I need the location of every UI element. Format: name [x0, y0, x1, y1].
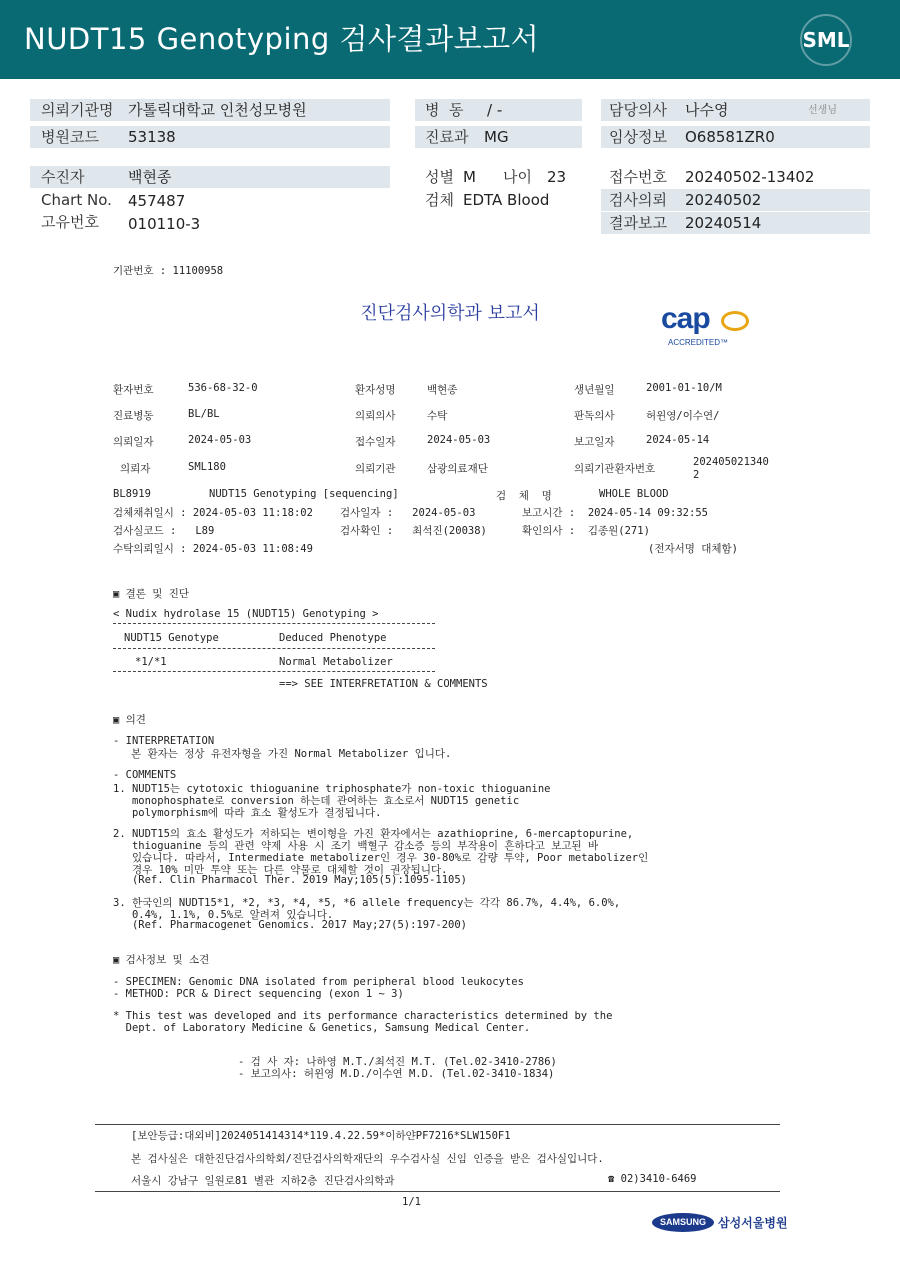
grid-label: 판독의사 [574, 410, 615, 422]
receipt-label: 접수번호 [609, 168, 667, 186]
confirm-doctor: 확인의사 : 김종원(271) [522, 525, 650, 537]
checkmark-icon [721, 311, 749, 331]
security-line: [보안등급:대외비]2024051414314*119.4.22.59*이하얀PF7216*SLW150F1 [131, 1130, 511, 1142]
doctor-suffix: 선생님 [808, 105, 837, 116]
patient-label: 수진자 [41, 168, 85, 186]
address-line: 서울시 강남구 일원로81 별관 지하2층 진단검사의학과 [131, 1175, 395, 1187]
grid-label: 보고일자 [574, 436, 615, 448]
section-opinion: ▣ 의견 [113, 714, 146, 726]
specimen-label: 검체 [425, 191, 454, 209]
report-header-bar [0, 0, 900, 79]
grid-label: 접수일자 [355, 436, 396, 448]
grid-value: 2024-05-03 [188, 434, 252, 446]
department-label: 진료과 [425, 128, 469, 146]
grid-value: SML180 [188, 461, 226, 473]
e-signature-note: (전자서명 대체함) [648, 543, 738, 555]
comment-line: 0.4%, 1.1%, 0.5%로 알려져 있습니다. [113, 909, 334, 921]
test-note: * This test was developed and its performance characteristics determined by the [113, 1010, 613, 1022]
grid-value: 허윈영/이수연/ [646, 410, 720, 422]
grid-label: 의뢰자 [120, 463, 151, 475]
section-conclusion: ▣ 결론 및 진단 [113, 588, 190, 600]
doctor-value: 나수영 [685, 101, 729, 119]
grid-label: 환자번호 [113, 384, 154, 396]
specimen-name-value: WHOLE BLOOD [599, 488, 669, 500]
patient-value: 백현종 [128, 168, 172, 186]
collection-datetime: 검체채취일시 : 2024-05-03 11:18:02 [113, 507, 313, 519]
grid-value: 2024-05-14 [646, 434, 710, 446]
clinical-label: 임상정보 [609, 128, 667, 146]
test-verifier: 검사확인 : 최석진(20038) [340, 525, 487, 537]
test-date: 검사일자 : 2024-05-03 [340, 507, 476, 519]
age-label: 나이 [503, 168, 532, 186]
hospital-code-label: 병원코드 [41, 128, 99, 146]
result-report-value: 20240514 [685, 214, 762, 232]
samsung-hospital-logo [652, 1212, 788, 1232]
clinical-value: O68581ZR0 [685, 128, 775, 146]
comment-line: thioguanine 등의 관련 약제 사용 시 조기 백혈구 감소증 등의 부작용이 흔하다고 보고된 바 [113, 840, 599, 852]
grid-value: 2001-01-10/M [646, 382, 722, 394]
grid-value: 백현종 [427, 384, 458, 396]
comment-line: polymorphism에 따라 효소 활성도가 결정됩니다. [113, 807, 382, 819]
grid-value: 202405021340 [693, 456, 769, 468]
divider [113, 623, 435, 624]
footer-divider [95, 1191, 780, 1192]
samsung-logo: SAMSUNG [652, 1213, 714, 1232]
sml-logo: SML [800, 14, 852, 66]
divider [113, 671, 435, 672]
grid-label: 환자성명 [355, 384, 396, 396]
comment-line: monophosphate로 conversion 하는데 관여하는 효소로서 NUDT15 genetic [113, 795, 520, 807]
hospital-name: 삼성서울병원 [718, 1216, 788, 1230]
tester-info: - 검 사 자: 나하영 M.T./최석진 M.T. (Tel.02-3410-2786) [238, 1056, 557, 1068]
ward-label: 병 동 [425, 101, 464, 119]
chart-label: Chart No. [41, 191, 112, 209]
report-time: 보고시간 : 2024-05-14 09:32:55 [522, 507, 708, 519]
comment-line: 있습니다. 따라서, Intermediate metabolizer인 경우 30-80%로 감량 투약, Poor metabolizer인 [113, 852, 649, 864]
consignment-datetime: 수탁의뢰일시 : 2024-05-03 11:08:49 [113, 543, 313, 555]
test-code: BL8919 [113, 488, 151, 500]
genotyping-table-title: < Nudix hydrolase 15 (NUDT15) Genotyping > [113, 608, 379, 620]
grid-value: 536-68-32-0 [188, 382, 258, 394]
test-note: Dept. of Laboratory Medicine & Genetics, Samsung Medical Center. [113, 1022, 531, 1034]
comment-line: 1. NUDT15는 cytotoxic thioguanine triphosphate가 non-toxic thioguanine [113, 783, 551, 795]
result-report-label: 결과보고 [609, 214, 667, 232]
grid-value: BL/BL [188, 408, 220, 420]
col-genotype-header: NUDT15 Genotype [124, 632, 219, 644]
comment-line: (Ref. Pharmacogenet Genomics. 2017 May;27(5):197-200) [113, 919, 468, 931]
grid-value: 2024-05-03 [427, 434, 491, 446]
cap-accredited-text: ACCREDITED™ [668, 338, 729, 347]
footer-phone: ☎ 02)3410-6469 [608, 1173, 697, 1185]
reporter-info: - 보고의사: 허윈영 M.D./이수연 M.D. (Tel.02-3410-1834) [238, 1068, 555, 1080]
interpretation-title: - INTERPRETATION [113, 735, 215, 747]
sex-label: 성별 [425, 168, 454, 186]
test-name: NUDT15 Genotyping [sequencing] [209, 488, 399, 500]
footer-divider [95, 1124, 780, 1125]
grid-label: 의뢰기관 [355, 463, 396, 475]
cap-logo-text: cap [661, 302, 710, 335]
institution-label: 의뢰기관명 [41, 101, 114, 119]
cap-accredited-logo [659, 302, 759, 348]
grid-value: 수탁 [427, 410, 448, 422]
specimen-value: EDTA Blood [463, 191, 550, 209]
see-interpretation: ==> SEE INTERFRETATION & COMMENTS [279, 678, 488, 690]
unique-value: 010110-3 [128, 215, 201, 233]
grid-label: 의뢰의사 [355, 410, 396, 422]
grid-label: 생년월일 [574, 384, 615, 396]
col-phenotype-header: Deduced Phenotype [279, 632, 387, 644]
report-title: NUDT15 Genotyping 검사결과보고서 [24, 22, 540, 56]
phenotype-value: Normal Metabolizer [279, 656, 393, 668]
grid-value-wrap: 2 [693, 469, 700, 481]
comment-line: (Ref. Clin Pharmacol Ther. 2019 May;105(5):1095-1105) [113, 874, 468, 886]
department-value: MG [484, 128, 509, 146]
test-request-label: 검사의뢰 [609, 191, 667, 209]
comment-line: 2. NUDT15의 효소 활성도가 저하되는 변이형을 가진 환자에서는 azathioprine, 6-mercaptopurine, [113, 828, 634, 840]
unique-label: 고유번호 [41, 213, 99, 231]
doctor-label: 담당의사 [609, 101, 667, 119]
comment-line: 3. 한국인의 NUDT15*1, *2, *3, *4, *5, *6 allele frequency는 각각 86.7%, 4.4%, 6.0%, [113, 897, 621, 909]
receipt-value: 20240502-13402 [685, 168, 815, 186]
comment-line: 경우 10% 미만 투약 또는 다른 약물로 대체할 것이 권장됩니다. [113, 864, 448, 876]
ward-value: / - [487, 101, 503, 119]
institution-value: 가톨릭대학교 인천성모병원 [128, 101, 307, 119]
method-info: - METHOD: PCR & Direct sequencing (exon 1 ~ 3) [113, 988, 404, 1000]
hospital-code-value: 53138 [128, 128, 176, 146]
lab-code: 검사실코드 : L89 [113, 525, 215, 537]
test-request-value: 20240502 [685, 191, 762, 209]
sex-value: M [463, 168, 476, 186]
genotype-value: *1/*1 [135, 656, 167, 668]
page-number: 1/1 [402, 1196, 421, 1208]
comments-title: - COMMENTS [113, 769, 177, 781]
grid-label: 의뢰일자 [113, 436, 154, 448]
interpretation-body: 본 환자는 정상 유전자형을 가진 Normal Metabolizer 입니다. [131, 748, 452, 760]
institution-number: 기관번호 : 11100958 [113, 265, 224, 277]
report-heading: 진단검사의학과 보고서 [360, 303, 540, 324]
chart-value: 457487 [128, 192, 186, 210]
grid-value: 삼광의료재단 [427, 463, 488, 475]
certification-line: 본 검사실은 대한진단검사의학회/진단검사의학재단의 우수검사실 신임 인증을 받은 검사실입니다. [131, 1153, 604, 1165]
grid-label: 의뢰기관환자번호 [574, 463, 656, 475]
specimen-name-label: 검 체 명 [496, 490, 552, 502]
age-value: 23 [547, 168, 567, 186]
divider [113, 648, 435, 649]
grid-label: 진료병동 [113, 410, 154, 422]
section-test-info: ▣ 검사정보 및 소견 [113, 954, 210, 966]
specimen-info: - SPECIMEN: Genomic DNA isolated from peripheral blood leukocytes [113, 976, 524, 988]
